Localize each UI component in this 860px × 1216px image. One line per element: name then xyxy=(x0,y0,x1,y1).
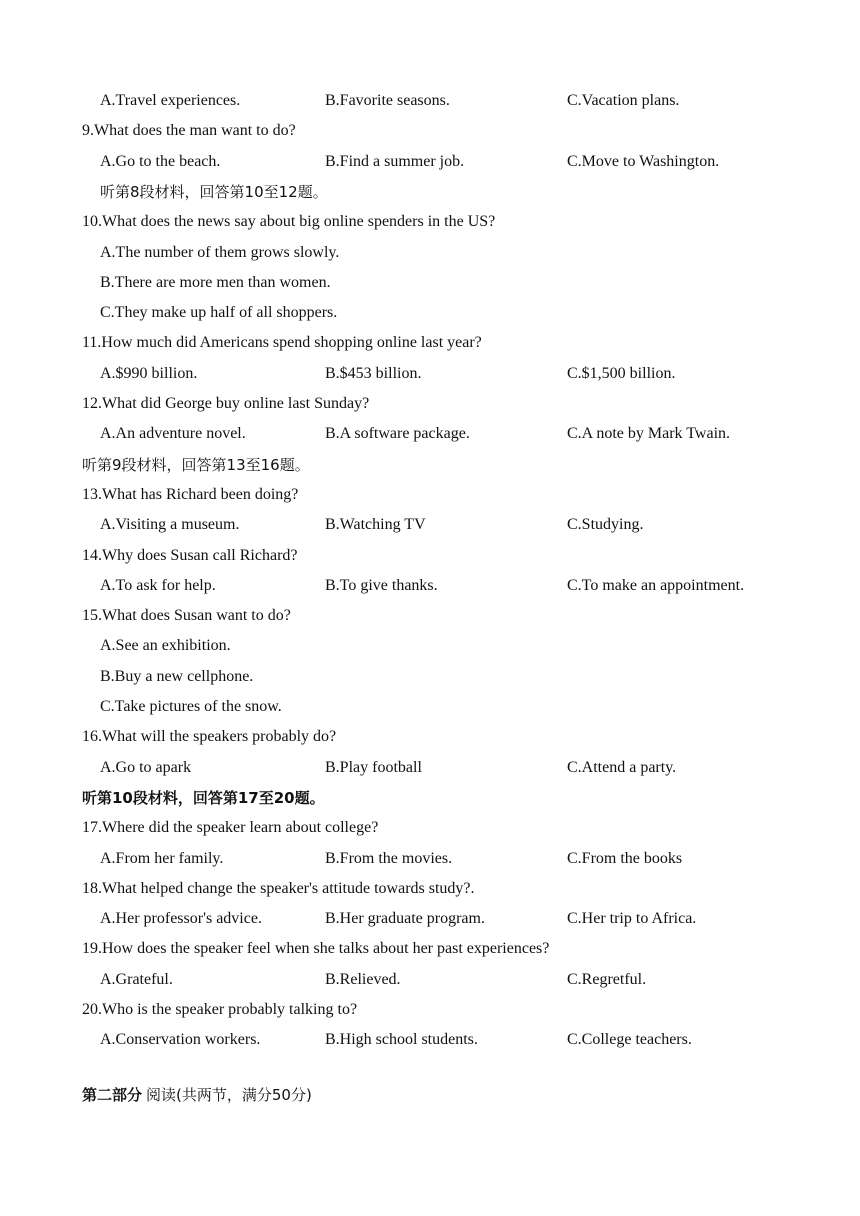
answer-options-row xyxy=(0,970,860,990)
answer-option: A.See an exhibition. xyxy=(100,637,231,654)
section-heading xyxy=(82,1085,312,1106)
answer-options-row xyxy=(0,364,860,384)
option-c: C.To make an appointment. xyxy=(567,577,745,594)
option-c: C.Attend a party. xyxy=(567,759,677,776)
listening-instruction: 听第9段材料，回答第13至16题。 xyxy=(82,456,310,474)
answer-options-row xyxy=(0,152,860,172)
question: 17.Where did the speaker learn about college? xyxy=(82,819,379,836)
option-a: A.Her professor's advice. xyxy=(100,910,262,927)
option-b: B.$453 billion. xyxy=(325,365,422,382)
section-label: 第二部分 xyxy=(82,1086,143,1104)
answer-option: C.They make up half of all shoppers. xyxy=(100,304,338,321)
option-c: C.College teachers. xyxy=(567,1031,692,1048)
option-a: A.Visiting a museum. xyxy=(100,516,240,533)
option-c: C.A note by Mark Twain. xyxy=(567,425,731,442)
option-b: B.Favorite seasons. xyxy=(325,92,450,109)
option-b: B.Play football xyxy=(325,759,422,776)
answer-option: B.Buy a new cellphone. xyxy=(100,668,254,685)
listening-instruction: 听第10段材料，回答第17至20题。 xyxy=(82,789,325,807)
option-b: B.Watching TV xyxy=(325,516,426,533)
question: 19.How does the speaker feel when she talks about her past experiences? xyxy=(82,940,550,957)
answer-options-row xyxy=(0,909,860,929)
answer-options-row xyxy=(0,758,860,778)
option-a: A.$990 billion. xyxy=(100,365,198,382)
answer-options-row xyxy=(0,849,860,869)
option-a: A.Go to apark xyxy=(100,759,192,776)
question: 10.What does the news say about big online spenders in the US? xyxy=(82,213,496,230)
answer-options-row xyxy=(0,576,860,596)
option-c: C.Regretful. xyxy=(567,971,647,988)
option-a: A.Conservation workers. xyxy=(100,1031,261,1048)
answer-options-row xyxy=(0,91,860,111)
answer-options-row xyxy=(0,515,860,535)
option-a: A.Go to the beach. xyxy=(100,153,221,170)
option-c: C.$1,500 billion. xyxy=(567,365,676,382)
option-b: B.To give thanks. xyxy=(325,577,438,594)
option-b: B.Her graduate program. xyxy=(325,910,485,927)
answer-option: B.There are more men than women. xyxy=(100,274,331,291)
answer-option: A.The number of them grows slowly. xyxy=(100,244,340,261)
question: 20.Who is the speaker probably talking to? xyxy=(82,1001,358,1018)
option-a: A.To ask for help. xyxy=(100,577,216,594)
question: 18.What helped change the speaker's attitude towards study?. xyxy=(82,880,475,897)
option-c: C.From the books xyxy=(567,850,683,867)
question: 13.What has Richard been doing? xyxy=(82,486,299,503)
question: 9.What does the man want to do? xyxy=(82,122,296,139)
option-c: C.Studying. xyxy=(567,516,644,533)
option-a: A.Travel experiences. xyxy=(100,92,241,109)
option-b: B.Find a summer job. xyxy=(325,153,465,170)
option-c: C.Vacation plans. xyxy=(567,92,680,109)
option-b: B.Relieved. xyxy=(325,971,401,988)
answer-option: C.Take pictures of the snow. xyxy=(100,698,282,715)
listening-instruction: 听第8段材料，回答第10至12题。 xyxy=(100,183,328,201)
question: 15.What does Susan want to do? xyxy=(82,607,291,624)
option-b: B.A software package. xyxy=(325,425,470,442)
option-a: A.From her family. xyxy=(100,850,224,867)
section-title: 阅读(共两节，满分50分) xyxy=(146,1086,312,1104)
answer-options-row xyxy=(0,1030,860,1050)
question: 16.What will the speakers probably do? xyxy=(82,728,337,745)
question: 14.Why does Susan call Richard? xyxy=(82,547,298,564)
option-b: B.From the movies. xyxy=(325,850,453,867)
option-a: A.An adventure novel. xyxy=(100,425,246,442)
question: 11.How much did Americans spend shopping online last year? xyxy=(82,334,482,351)
option-b: B.High school students. xyxy=(325,1031,478,1048)
option-c: C.Her trip to Africa. xyxy=(567,910,697,927)
answer-options-row xyxy=(0,424,860,444)
option-a: A.Grateful. xyxy=(100,971,173,988)
option-c: C.Move to Washington. xyxy=(567,153,720,170)
question: 12.What did George buy online last Sunday? xyxy=(82,395,370,412)
